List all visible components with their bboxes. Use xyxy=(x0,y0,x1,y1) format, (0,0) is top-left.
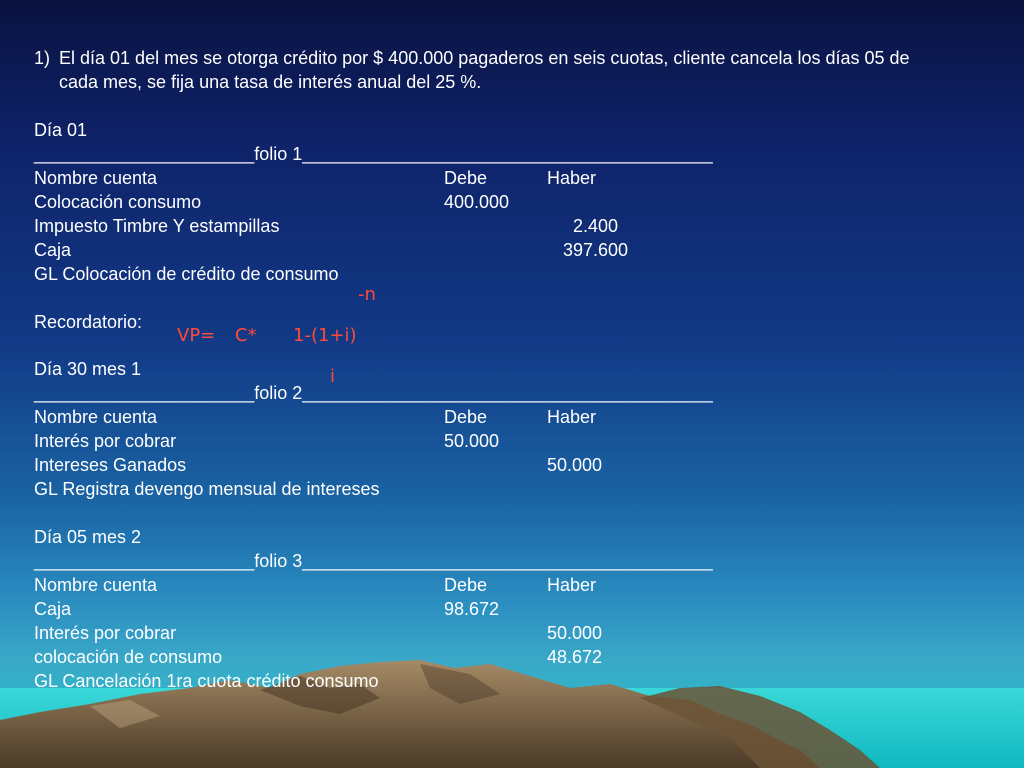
entry1-row-account: Impuesto Timbre Y estampillas xyxy=(34,216,280,236)
entry3-header-credit: Haber xyxy=(547,575,597,595)
formula-label: Recordatorio: xyxy=(34,312,143,332)
entry3-row-account: Interés por cobrar xyxy=(34,623,177,643)
entry3-row-account: colocación de consumo xyxy=(34,647,223,667)
entry2-row-credit: 50.000 xyxy=(547,455,603,475)
entry3-header-debit: Debe xyxy=(444,575,488,595)
intro-line-2: cada mes, se fija una tasa de interés anual del 25 %. xyxy=(59,72,482,92)
entry1-header-credit: Haber xyxy=(547,168,597,188)
intro-line-1: El día 01 del mes se otorga crédito por $ 400.000 pagaderos en seis cuotas, cliente cancela los días 05 de xyxy=(59,48,910,68)
entry3-folio-line: ______________________folio 3_________________________________________ xyxy=(34,551,713,571)
entry2-day: Día 30 mes 1 xyxy=(34,359,142,379)
entry1-header-account: Nombre cuenta xyxy=(34,168,158,188)
formula-expression: 1-(1+i) xyxy=(293,325,357,346)
entry3-row-credit: 50.000 xyxy=(547,623,603,643)
entry3-header-account: Nombre cuenta xyxy=(34,575,158,595)
entry2-header-account: Nombre cuenta xyxy=(34,407,158,427)
entry3-row-credit: 48.672 xyxy=(547,647,603,667)
entry1-folio-line: ______________________folio 1_________________________________________ xyxy=(34,144,713,164)
entry2-header-credit: Haber xyxy=(547,407,597,427)
entry2-gloss: GL Registra devengo mensual de intereses xyxy=(34,479,380,499)
entry2-row-account: Intereses Ganados xyxy=(34,455,187,475)
formula-c: C* xyxy=(235,325,257,346)
entry2-header-debit: Debe xyxy=(444,407,488,427)
entry2-folio-line: ______________________folio 2_________________________________________ xyxy=(34,383,713,403)
entry1-day: Día 01 xyxy=(34,120,88,140)
formula-vp: VP= xyxy=(177,325,216,346)
entry1-row-debit: 400.000 xyxy=(444,192,510,212)
entry3-day: Día 05 mes 2 xyxy=(34,527,142,547)
entry1-header-debit: Debe xyxy=(444,168,488,188)
entry3-row-account: Caja xyxy=(34,599,72,619)
formula-denominator: i xyxy=(330,366,336,387)
formula-exponent: -n xyxy=(358,284,376,305)
entry2-row-debit: 50.000 xyxy=(444,431,500,451)
entry3-row-debit: 98.672 xyxy=(444,599,500,619)
entry2-row-account: Interés por cobrar xyxy=(34,431,177,451)
entry1-gloss: GL Colocación de crédito de consumo xyxy=(34,264,339,284)
entry1-row-credit: 397.600 xyxy=(563,240,629,260)
intro-number: 1) xyxy=(34,48,51,68)
entry3-gloss: GL Cancelación 1ra cuota crédito consumo xyxy=(34,671,379,691)
entry1-row-credit: 2.400 xyxy=(573,216,619,236)
entry1-row-account: Colocación consumo xyxy=(34,192,202,212)
entry1-row-account: Caja xyxy=(34,240,72,260)
